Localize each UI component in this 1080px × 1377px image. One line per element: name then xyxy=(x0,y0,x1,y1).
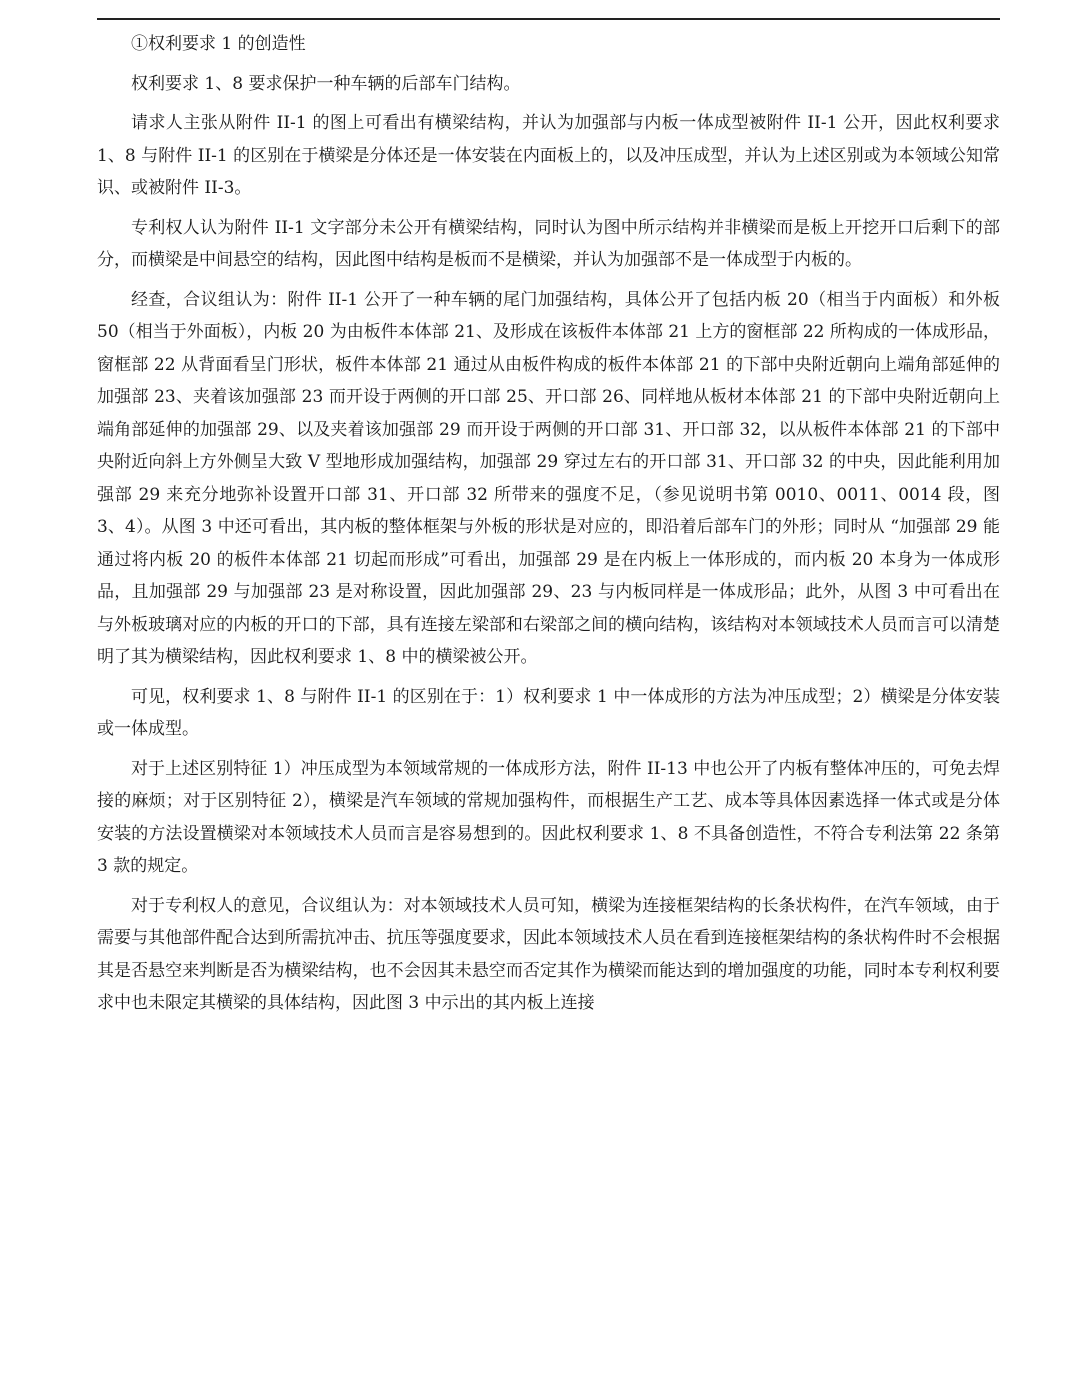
paragraph-inventiveness-conclusion: 对于上述区别特征 1）冲压成型为本领域常规的一体成形方法，附件 II-13 中也公开了内板有整体冲压的，可免去焊接的麻烦；对于区别特征 2），横梁是汽车领域的常规加强构件，而根据生产工艺、成本等具体因素选择一体式或是分体安装的方法设置横梁对本领域技术人员而言是容易想到的。因此权利要求 1、8 不具备创造性，不符合专利法第 22 条第 3 款的规定。 xyxy=(97,758,1000,876)
paragraph-claims-scope: 权利要求 1、8 要求保护一种车辆的后部车门结构。 xyxy=(131,73,521,94)
paragraph-differences: 可见，权利要求 1、8 与附件 II-1 的区别在于：1）权利要求 1 中一体成形的方法为冲压成型；2）横梁是分体安装或一体成型。 xyxy=(97,686,1000,739)
paragraph-patentee-argument: 专利权人认为附件 II-1 文字部分未公开有横梁结构，同时认为图中所示结构并非横梁而是板上开挖开口后剩下的部分，而横梁是中间悬空的结构，因此图中结构是板而不是横梁，并认为加强部不是一体成型于内板的。 xyxy=(97,217,1000,270)
paragraph-requester-argument: 请求人主张从附件 II-1 的图上可看出有横梁结构，并认为加强部与内板一体成型被附件 II-1 公开，因此权利要求 1、8 与附件 II-1 的区别在于横梁是分体还是一体安装在内面板上的，以及冲压成型，并认为上述区别或为本领域公知常识、或被附件 II-3。 xyxy=(97,113,1000,198)
document-body xyxy=(97,28,1000,1027)
header-rule xyxy=(97,18,1000,20)
paragraph-response-to-patentee: 对于专利权人的意见，合议组认为：对本领域技术人员可知，横梁为连接框架结构的长条状构件，在汽车领域，由于需要与其他部件配合达到所需抗冲击、抗压等强度要求，因此本领域技术人员在看到连接框架结构的条状构件时不会根据其是否悬空来判断是否为横梁结构，也不会因其未悬空而否定其作为横梁而能达到的增加强度的功能，同时本专利权利要求中也未限定其横梁的具体结构，因此图 3 中示出的其内板上连接 xyxy=(97,895,1000,1013)
paragraph-panel-findings: 经查，合议组认为：附件 II-1 公开了一种车辆的尾门加强结构，具体公开了包括内板 20（相当于内面板）和外板 50（相当于外面板），内板 20 为由板件本体部 21、及形成在该板件本体部 21 上方的窗框部 22 所构成的一体成形品，窗框部 22 从背面看呈门形状，板件本体部 21 通过从由板件构成的板件本体部 21 的下部中央附近朝向上端角部延伸的加强部 23、夹着该加强部 23 而开设于两侧的开口部 25、开口部 26、同样地从板材本体部 21 的下部中央附近朝向上端角部延伸的加强部 29、以及夹着该加强部 29 而开设于两侧的开口部 31、开口部 32，以从板件本体部 21 的下部中央附近向斜上方外侧呈大致 V 型地形成加强结构，加强部 29 穿过左右的开口部 31、开口部 32 的中央，因此能利用加强部 29 来充分地弥补设置开口部 31、开口部 32 所带来的强度不足，（参见说明书第 0010、0011、0014 段，图 3、4）。从图 3 中还可看出，其内板的整体框架与外板的形状是对应的，即沿着后部车门的外形；同时从 “加强部 29 能通过将内板 20 的板件本体部 21 切起而形成”可看出，加强部 29 是在内板上一体形成的，而内板 20 本身为一体成形品，且加强部 29 与加强部 23 是对称设置，因此加强部 29、23 与内板同样是一体成形品；此外，从图 3 中可看出在与外板玻璃对应的内板的开口的下部，具有连接左梁部和右梁部之间的横向结构，该结构对本领域技术人员而言可以清楚明了其为横梁结构，因此权利要求 1、8 中的横梁被公开。 xyxy=(97,289,1000,667)
section-heading: ①权利要求 1 的创造性 xyxy=(131,34,306,54)
